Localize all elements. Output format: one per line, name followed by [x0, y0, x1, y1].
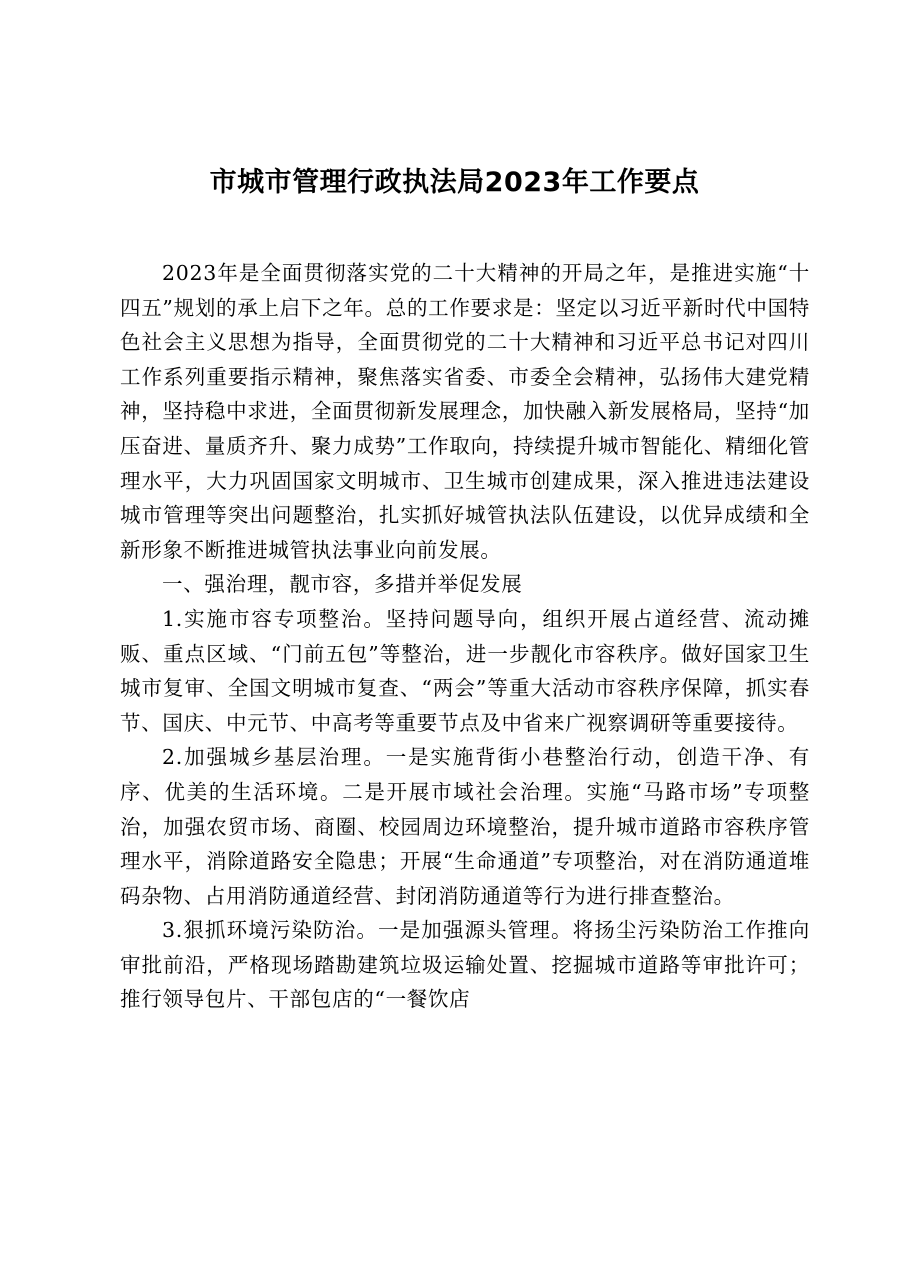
intro-paragraph: 2023年是全面贯彻落实党的二十大精神的开局之年，是推进实施“十四五”规划的承上启下之年。总的工作要求是：坚定以习近平新时代中国特色社会主义思想为指导，全面贯彻党的二十大精神和习近平总书记对四川工作系列重要指示精神，聚焦落实省委、市委全会精神，弘扬伟大建党精神，坚持稳中求进，全面贯彻新发展理念，加快融入新发展格局，坚持“加压奋进、量质齐升、聚力成势”工作取向，持续提升城市智能化、精细化管理水平，大力巩固国家文明城市、卫生城市创建成果，深入推进违法建设城市管理等突出问题整治，扎实抓好城管执法队伍建设，以优异成绩和全新形象不断推进城管执法事业向前发展。 — [120, 261, 810, 562]
document-body — [120, 256, 810, 1017]
item-paragraph-1: 1.实施市容专项整治。坚持问题导向，组织开展占道经营、流动摊贩、重点区域、“门前五包”等整治，进一步靓化市容秩序。做好国家卫生城市复审、全国文明城市复查、“两会”等重大活动市容秩序保障，抓实春节、国庆、中元节、中高考等重要节点及中省来广视察调研等重要接待。 — [120, 606, 810, 735]
document-title: 市城市管理行政执法局2023年工作要点 — [209, 167, 700, 198]
section-heading-1: 一、强治理，靓市容，多措并举促发展 — [162, 572, 523, 597]
item-paragraph-3: 3.狠抓环境污染防治。一是加强源头管理。将扬尘污染防治工作推向审批前沿，严格现场踏勘建筑垃圾运输处置、挖掘城市道路等审批许可；推行领导包片、干部包店的“一餐饮店 — [120, 918, 810, 1012]
item-paragraph-2: 2.加强城乡基层治理。一是实施背街小巷整治行动，创造干净、有序、优美的生活环境。二是开展市域社会治理。实施“马路市场”专项整治，加强农贸市场、商圈、校园周边环境整治，提升城市道路市容秩序管理水平，消除道路安全隐患；开展“生命通道”专项整治，对在消防通道堆码杂物、占用消防通道经营、封闭消防通道等行为进行排查整治。 — [120, 745, 810, 908]
